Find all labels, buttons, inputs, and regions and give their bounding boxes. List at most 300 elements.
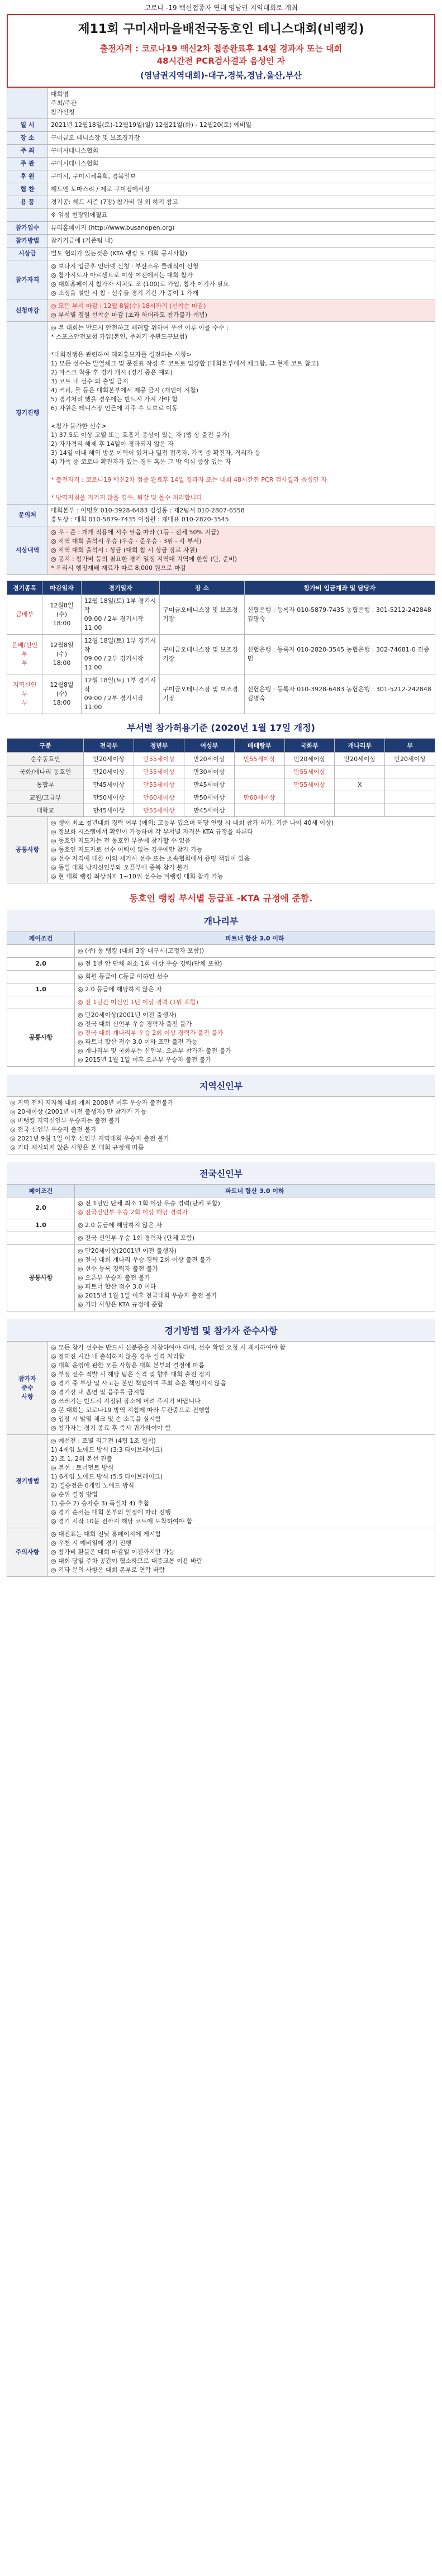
- application-row: [7, 300, 435, 322]
- grade-content: [75, 1232, 435, 1245]
- region-line: ◎ 지역 전체 지자체 대회 개최 2008년 이후 우승자 출전불가: [10, 1099, 174, 1106]
- cell-line: ◎ 2.0 등급에 해당하지 않은 자: [78, 986, 162, 993]
- common-line: ◎ 동호인 지도자로 선수 이력이 없는 경우에만 참가 가능: [51, 846, 203, 853]
- text-line: [51, 484, 432, 493]
- grade-content: [75, 983, 435, 996]
- text-line: ◎ 본 대회는 반드시 안전하고 배려할 위하여 우선 이루 이를 수수 :: [51, 324, 229, 331]
- table-row: [7, 635, 435, 674]
- info-row: [7, 248, 435, 260]
- text-line: 4) 가족 중 코로나 확진자가 있는 경우 혹은 그 밖 의심 증상 있는 자: [51, 458, 231, 465]
- grade-content: [75, 1197, 435, 1219]
- rule-content: [48, 1528, 435, 1577]
- cell-line: 12월 18일(토) 1부 경기시작: [84, 677, 156, 693]
- table-cell: [160, 674, 244, 714]
- table-row: [7, 778, 435, 791]
- text-line: 4) 커피, 물 등은 대회본부에서 제공 금지 (개인이 지참): [51, 387, 198, 394]
- text-line: 별도 협의가 있는것은 (KTA 랭킹 도 대회 공시사함): [51, 250, 188, 257]
- cell-line: ◎ 전국 대회 개나리 우승 경력 2회 이상 출전 불가: [78, 1256, 212, 1263]
- table-row: [7, 595, 435, 635]
- rule-line: ◎ 참가비 환불은 대회 마감일 이전까지만 가능: [51, 1548, 175, 1556]
- region-line: ◎ 전국 신인부 우승자 출전 불가: [10, 1126, 97, 1133]
- region-table: [7, 1096, 435, 1154]
- rules-title: 경기방법 및 참가자 준수사항: [7, 1319, 435, 1341]
- row-content: [48, 260, 435, 300]
- grade-cell: [7, 996, 75, 1009]
- column-header: 파트너 합산 3.0 이하: [75, 1185, 435, 1197]
- table-row: [7, 1197, 435, 1219]
- cell-line: ◎ 전국 대회 개나리부 우승 2회 이상 경력자 출전 불가: [78, 1029, 224, 1037]
- table-cell: [244, 635, 435, 674]
- row-label: 시상금: [7, 248, 48, 260]
- department-table: [7, 738, 435, 817]
- table-cell: 국화/개나리 동호인: [7, 766, 84, 778]
- text-line: 경기공: 헤드 시즌 (7장) 참가비 원 외 하기 참고: [51, 198, 178, 206]
- text-line: 참가기금에 (기존팀 내): [51, 237, 113, 244]
- row-label: 주 관: [7, 158, 48, 170]
- table-cell: 만20세이상: [84, 753, 134, 766]
- table-cell: [42, 674, 81, 714]
- text-line: 참가신청: [51, 108, 75, 116]
- table-cell: [284, 791, 335, 804]
- info-row: [7, 119, 435, 132]
- table-cell: X: [335, 778, 385, 791]
- cell-line: ◎ 전국 신인부 우승 1회 경력자 (단체 포함): [78, 1234, 195, 1242]
- text-line: 주최/주관: [51, 99, 77, 107]
- text-line: [51, 341, 432, 350]
- grade-content: [75, 958, 435, 971]
- table-cell: [42, 635, 81, 674]
- rules-table: [7, 1341, 435, 1577]
- table-cell: 대학교: [7, 804, 84, 817]
- common-line: ◎ 생애 최초 청년대회 경력 여부 (예외: 고등부 있으며 해당 연령 시 대회 참가 허가, 기준 나이 40세 이상): [51, 819, 334, 826]
- cell-line: ◎ 전 1년간 미신인 1년 이상 경력 (1위 포함): [78, 999, 198, 1006]
- row-content: [48, 88, 435, 119]
- common-line: ◎ 정보화 시스템에서 확인이 가능하며 각 부서별 자격은 KTA 규정을 따른다: [51, 828, 253, 835]
- grade-cell: 2.0: [7, 958, 75, 971]
- table-cell: 교원/고급부: [7, 791, 84, 804]
- cell-line: 금배부: [16, 611, 34, 618]
- text-line: ◎ 모든 부서 마감 : 12월 8일(수) 18시까지 (선착순 마감): [51, 302, 206, 310]
- table-row: [7, 1009, 435, 1067]
- row-content: [48, 222, 435, 235]
- column-header: 구분: [7, 739, 84, 753]
- cell-line: ◎ 전국 대회 신인부 우승 경력자 출전 불가: [78, 1020, 192, 1028]
- table-row: [7, 1245, 435, 1311]
- row-label: 협 찬: [7, 183, 48, 196]
- row-label: 용 품: [7, 196, 48, 209]
- text-line: ◎ 보다지 입금후 인터넷 신청 · 부산소유 클래식이 신청: [51, 263, 199, 270]
- table-row: [7, 945, 435, 958]
- row-content: [48, 209, 435, 222]
- column-header: 부: [385, 739, 435, 753]
- table-cell: 만55세이상: [284, 778, 335, 791]
- text-line: 구미시, 구미시체육회, 경북일보: [51, 173, 136, 180]
- row-content: [48, 196, 435, 209]
- text-line: <참가 불가한 선수>: [51, 422, 107, 430]
- table-cell: 만20세이상: [184, 753, 234, 766]
- rule-line: 1) 승수 2) 승자승 3) 득실차 4) 추첨: [51, 1500, 149, 1507]
- row-label: [7, 88, 48, 119]
- table-cell: 만55세이상: [234, 753, 284, 766]
- rule-section: [7, 1342, 435, 1435]
- grade-cell: 1.0: [7, 1219, 75, 1232]
- schedule-table: [7, 581, 435, 714]
- table-cell: 만60세이상: [134, 791, 184, 804]
- grade-cell: 1.0: [7, 983, 75, 996]
- rule-content: [48, 1435, 435, 1528]
- table-row: [7, 674, 435, 714]
- rule-line: ◎ 경기장 내 흡연 및 음주를 금지함: [51, 1389, 145, 1396]
- title-box: [7, 14, 435, 88]
- table-cell: 만45세이상: [84, 804, 134, 817]
- table-cell: [335, 804, 385, 817]
- cell-line: 18:00: [53, 699, 71, 706]
- row-content: [48, 119, 435, 132]
- label-line: 경기방법: [15, 1477, 40, 1485]
- column-header: 베테랑부: [234, 739, 284, 753]
- label-line: 사항: [21, 1393, 34, 1400]
- text-line: 3) 14일 이내 해외 방문 이력이 있거나 밀접 접촉자, 가족 중 확진자, 격리자 등: [51, 449, 261, 457]
- cell-line: 09:00 / 2부 경기시작 11:00: [84, 615, 144, 631]
- cell-line: ◎ 만20세이상(2001년 이전 출생자): [78, 1011, 177, 1019]
- row-content: [48, 170, 435, 183]
- row-content: [48, 145, 435, 158]
- eligibility-line-2: 48시간전 PCR검사결과 음성인 자: [156, 56, 286, 66]
- column-header: 장 소: [160, 581, 244, 595]
- cell-line: ◎ 기타 사항은 KTA 규정에 준함: [78, 1301, 164, 1308]
- row-content: [48, 300, 435, 322]
- cell-line: ◎ 2.0 등급에 해당하지 않은 자: [78, 1222, 162, 1229]
- row-label: 신청마감: [7, 300, 48, 322]
- cell-line: ◎ 전국신인부 우승 2회 이상 해당 경력자: [78, 1209, 188, 1216]
- cell-line: ◎ 오픈부 우승자 출전 불가: [78, 1274, 150, 1281]
- cell-line: ◎ 개나리부 및 국화부는 신인부, 오픈부 참가자 출전 불가: [78, 1047, 231, 1054]
- gaenari-title: 개나리부: [7, 910, 435, 931]
- cell-line: ◎ 파트너 합산 점수 3.0 이하: [78, 1283, 156, 1290]
- column-header: 개나리부: [335, 739, 385, 753]
- rule-label: [7, 1342, 48, 1435]
- table-cell: [7, 674, 42, 714]
- row-content: [48, 526, 435, 575]
- row-content: [48, 322, 435, 505]
- national-table: [7, 1184, 435, 1311]
- grade-content: [75, 971, 435, 983]
- cell-line: ◎ 파트너 합산 점수 3.0 이하 조만 출전 가능: [78, 1038, 198, 1045]
- label-line: 준수: [21, 1384, 34, 1391]
- cell-line: 09:00 / 2부 경기시작 11:00: [84, 655, 144, 671]
- text-line: * 출전자격 : 코로나19 백신2차 접종 완료후 14일 경과자 또는 대회 48시간전 PCR 검사결과 음성인 자: [51, 476, 327, 483]
- text-line: ◎ 지역 대회 출석시 우승 (우승 · 준우승 · 3위 - 각 부서): [51, 538, 202, 545]
- info-row: [7, 145, 435, 158]
- info-table: [7, 88, 435, 575]
- row-label: 참가자격: [7, 260, 48, 300]
- table-cell: [7, 595, 42, 635]
- table-cell: [42, 595, 81, 635]
- common-line: ◎ 동호인 지도자는 전 동호인 부문에 참가할 수 없음: [51, 837, 191, 844]
- table-row: [7, 983, 435, 996]
- cell-line: ◎ 회원 등급이 C등급 이하인 선수: [78, 973, 169, 980]
- row-content: [48, 235, 435, 248]
- cell-line: 부: [21, 699, 28, 706]
- table-cell: 만45세이상: [184, 778, 234, 791]
- rule-line: ◎ 참가자는 경기 종료 후 즉시 귀가하여야 함: [51, 1424, 171, 1432]
- info-row: [7, 209, 435, 222]
- text-line: 3) 코트 내 선수 외 출입 금지: [51, 378, 129, 385]
- column-header: 국화부: [284, 739, 335, 753]
- info-row: [7, 158, 435, 170]
- rule-content: [48, 1342, 435, 1435]
- row-label: 참가입수: [7, 222, 48, 235]
- rule-section: [7, 1528, 435, 1577]
- text-line: 뷰티홈페이지 (http://www.busanopen.org): [51, 224, 175, 231]
- table-cell: [81, 635, 160, 674]
- table-cell: [81, 674, 160, 714]
- text-line: 1) 37.5도 이상 고열 또는 호흡기 증상이 있는 자 (앱 상 출전 불가): [51, 431, 230, 439]
- eligibility-line-1: 출전자격 : 코로나19 백신2차 접종완료후 14일 경과자 또는 대회: [99, 44, 343, 54]
- text-line: 대회명: [51, 91, 69, 98]
- cell-line: ◎ 전 1년 안 단체 최소 1회 이상 우승 경력(단체 포함): [78, 960, 222, 967]
- column-header: 전국부: [84, 739, 134, 753]
- rule-line: ◎ 쓰레기는 반드시 지정된 장소에 버려 주시기 바랍니다: [51, 1398, 201, 1405]
- table-row: [7, 971, 435, 983]
- table-row: [7, 996, 435, 1009]
- column-header: 여성부: [184, 739, 234, 753]
- info-row: [7, 88, 435, 119]
- rule-line: ◎ 순위 결정 방법: [51, 1491, 98, 1498]
- cell-line: ◎ 만20세이상(2001년 이전 출생자): [78, 1247, 177, 1254]
- rule-line: ◎ 경기 순서는 대회 본부의 일정에 따라 진행: [51, 1509, 171, 1516]
- table-row: [7, 804, 435, 817]
- text-line: 1) 모든 선수는 발열체크 및 문진표 작성 후 코트로 입장합 (대회본부에서 체크함, 그 현재 코트 참고): [51, 360, 319, 367]
- table-row: [7, 766, 435, 778]
- common-line: ◎ 현 대회 랭킹 최상위자 1~10위 선수는 비랭킹 대회 참가 가능: [51, 873, 224, 880]
- text-line: ◎ 참가지도자 아르센트로 이상 여전에서는 대회 참가: [51, 272, 193, 279]
- text-line: 2) 자가격리 해제 후 14일이 경과되지 않은 자: [51, 440, 174, 448]
- region-line: (영남권지역대회)-대구,경북,경남,울산,부산: [140, 70, 302, 80]
- text-line: 2) 마스크 착용 후 경기 개시 (경기 중은 예외): [51, 369, 173, 376]
- grade-content: [75, 1219, 435, 1232]
- table-cell: [244, 674, 435, 714]
- row-content: [48, 248, 435, 260]
- text-line: [51, 413, 432, 422]
- rule-line: ◎ 입장 시 발열 체크 및 손 소독을 실시함: [51, 1415, 161, 1423]
- cell-line: ◎ 선수 등록 경력자 출전 불가: [78, 1265, 158, 1272]
- text-line: * 우리시 행정재배 재료가 따로 8,000 원으로 마감: [51, 564, 187, 572]
- column-header: 페이조건: [7, 932, 75, 945]
- row-label: 문의처: [7, 505, 48, 526]
- table-cell: [335, 791, 385, 804]
- label-line: 주의사항: [15, 1548, 40, 1556]
- text-line: ※ 엄청 현장입에필요: [51, 211, 108, 218]
- row-label: 주 최: [7, 145, 48, 158]
- text-line: 5) 경기처리 했을 경우에는 반드시 가져 가야 함: [51, 396, 178, 403]
- grade-cell: 2.0: [7, 1197, 75, 1219]
- common-line: ◎ 선수 자격에 대한 이의 제기시 선수 또는 소속협회에서 증명 책임이 있음: [51, 855, 250, 862]
- common-label: 공통사항: [7, 817, 48, 883]
- row-content: [48, 505, 435, 526]
- table-cell: [234, 778, 284, 791]
- cell-line: ◎ 2015년 1월 1일 이후 오픈부 우승자 출전 불가: [78, 1056, 211, 1063]
- row-label: 참가방법: [7, 235, 48, 248]
- gaenari-table: [7, 931, 435, 1067]
- table-cell: 순수동호인: [7, 753, 84, 766]
- text-line: * 스포츠안전보험 가입(본인, 주최기 주관도구보험): [51, 333, 188, 340]
- rule-line: 1) 4게임 노애드 방식 (3:3 타이브레이크): [51, 1446, 163, 1453]
- cell-line: 18:00: [53, 659, 71, 667]
- common-table: [7, 816, 435, 883]
- table-cell: 만55세이상: [134, 804, 184, 817]
- grade-content: [75, 945, 435, 958]
- grade-content: [75, 1245, 435, 1311]
- info-row: [7, 183, 435, 196]
- rule-line: ◎ 본선 : 토너먼트 방식: [51, 1464, 114, 1471]
- kta-rule: 동호인 랭킹 부서별 등급표 -KTA 규정에 준함.: [129, 893, 313, 904]
- rule-line: ◎ 경기 시작 10분 전까지 해당 코트에 도착하여야 함: [51, 1518, 193, 1525]
- info-row: [7, 196, 435, 209]
- text-line: 헤드앤 토마스리 / 제로 구미점에서장: [51, 186, 150, 193]
- text-line: ◎ 대회홈페이지 참가자 시치도 조 (100)로 가입, 참가 이기가 필요: [51, 281, 229, 288]
- row-label: 장 소: [7, 132, 48, 145]
- table-cell: 만20세이상: [385, 753, 435, 766]
- cell-line: 12월8일(수): [50, 681, 74, 697]
- row-content: [48, 158, 435, 170]
- rule-line: ◎ 대회 운영에 관한 모든 사항은 대회 본부의 결정에 따름: [51, 1362, 205, 1369]
- rule-line: ◎ 기타 문의 사항은 대회 본부로 연락 바람: [51, 1566, 165, 1574]
- text-line: [51, 467, 432, 476]
- cell-line: 구미금오테니스장 및 보조경기장: [163, 646, 238, 662]
- column-header: 파트너 합산 3.0 이하: [75, 932, 435, 945]
- department-title: 부서별 참가허용기준 (2020년 1월 17일 개정): [127, 723, 315, 733]
- column-header: 경기종목: [7, 581, 42, 595]
- rule-line: ◎ 부정 선수 적발 시 해당 팀은 실격 및 향후 대회 출전 정지: [51, 1371, 211, 1378]
- row-content: [48, 132, 435, 145]
- table-cell: [335, 766, 385, 778]
- text-line: 구미시테니스협회: [51, 147, 99, 154]
- cell-line: 12월8일(수): [50, 641, 74, 658]
- rule-line: ◎ 정해진 시간 내 출석하지 않을 경우 실격 처리함: [51, 1353, 185, 1360]
- table-row: [7, 1219, 435, 1232]
- table-cell: [160, 635, 244, 674]
- table-row: [7, 1232, 435, 1245]
- text-line: ◎ 지역 대회 출석시 : 상금 (대회 참 시 상금 장르 자원): [51, 546, 198, 554]
- text-line: 구미금오 테니스장 및 보조경기장: [51, 134, 140, 141]
- rule-line: ◎ 경기 중 부상 및 사고는 본인 책임이며 주최 측은 책임지지 않음: [51, 1380, 226, 1387]
- cell-line: 신협은행 : 등록자 010-5879-7435 농협은행 : 301-5212-242848 김명숙: [247, 606, 431, 622]
- row-label: 시상내역: [7, 526, 48, 575]
- table-cell: 만45세이상: [184, 804, 234, 817]
- table-cell: [81, 595, 160, 635]
- cell-line: ◎ 전 1년안 단체 최소 1회 이상 우승 경력(단체 포함): [78, 1200, 220, 1207]
- table-cell: 만20세이상: [284, 753, 335, 766]
- row-label: 일 시: [7, 119, 48, 132]
- column-header: 경기일자: [81, 581, 160, 595]
- region-line: ◎ 2021년 9월 1일 이후 신인부 지역대회 우승자 출전 불가: [10, 1135, 169, 1142]
- rule-line: ◎ 본 대회는 코로나19 방역 지침에 따라 무관중으로 진행함: [51, 1406, 211, 1414]
- row-label: 후 원: [7, 170, 48, 183]
- row-label: [7, 209, 48, 222]
- text-line: ◎ 부서별 정원 선착순 마감 (초과 하더라도 참가불가 개념): [51, 311, 207, 319]
- cell-line: ◎ (주) 동 랭킹 (대회 3장 대구시(고정자 포함)): [78, 947, 205, 954]
- cell-line: 지역신인부: [12, 681, 37, 697]
- info-row: [7, 170, 435, 183]
- text-line: ◎ 우 · 준 : 개개 적용에 시수 달음 따라 (1등 - 전체 50% 지급): [51, 529, 220, 536]
- rule-line: ◎ 대회 당일 주차 공간이 협소하므로 대중교통 이용 바람: [51, 1557, 203, 1565]
- text-line: 6) 자원은 테니스장 인근에 각주 수 도보로 이동: [51, 405, 178, 412]
- table-cell: 만50세이상: [184, 791, 234, 804]
- rules-row: [7, 322, 435, 505]
- rule-line: ◎ 우천 시 예비일에 경기 진행: [51, 1539, 131, 1547]
- table-row: [7, 791, 435, 804]
- rule-line: ◎ 모든 참가 선수는 반드시 신분증을 지참하여야 하며, 선수 확인 요청 시 제시하여야 함: [51, 1344, 286, 1351]
- page: [7, 0, 435, 1577]
- contact-row: [7, 505, 435, 526]
- awards-row: [7, 526, 435, 575]
- rule-line: 2) 결승전은 6게임 노애드 방식: [51, 1482, 135, 1489]
- table-cell: 만20세이상: [335, 753, 385, 766]
- common-line: ◎ 동일 대회 남자신인부와 오픈부에 중복 참가 불가: [51, 864, 189, 871]
- contact-line: 대회본부 : 이명호 010-3928-6483 김성동 : 제2팀서 010-2807-6558: [51, 507, 245, 514]
- rule-line: ◎ 대진표는 대회 전날 홈페이지에 게시함: [51, 1531, 161, 1538]
- table-cell: [284, 804, 335, 817]
- region-line: ◎ 20세이상 (2001년 이전 출생자) 만 참가가 가능: [10, 1108, 147, 1115]
- cell-line: 18:00: [53, 620, 71, 627]
- table-cell: 만60세이상: [234, 791, 284, 804]
- top-note: 코로나 -19 백신접종자 연대 영남권 지역대회로 개최: [144, 4, 298, 12]
- text-line: * 방역지침을 지키지 않을 경우, 퇴장 및 몰수 처리합니다.: [51, 494, 205, 501]
- table-cell: [244, 595, 435, 635]
- region-line: ◎ 기타 제시되지 않은 사항은 본 대회 규정에 따름: [10, 1144, 144, 1151]
- table-cell: [385, 804, 435, 817]
- table-cell: [7, 635, 42, 674]
- table-cell: 만45세이상: [84, 778, 134, 791]
- text-line: 구미시테니스협회: [51, 160, 99, 167]
- region-line: ◎ 비랭킹 지역신인부 우승자는 출전 불가: [10, 1117, 121, 1124]
- table-cell: 만30세이상: [184, 766, 234, 778]
- table-cell: [385, 766, 435, 778]
- cell-line: 은배/신인부: [12, 641, 38, 658]
- rule-label: [7, 1528, 48, 1577]
- table-cell: [234, 804, 284, 817]
- text-line: 2021년 12월18일(토)-12월19일(일) 12월21일(화) - 12월20(토) 예비일: [51, 121, 252, 129]
- table-cell: 만20세이상: [84, 766, 134, 778]
- table-row: [7, 753, 435, 766]
- region-lines: [7, 1097, 435, 1154]
- table-cell: [385, 791, 435, 804]
- rule-section: [7, 1435, 435, 1528]
- cell-line: 신협은행 : 등록자 010-2820-3545 농협은행 : 302-74681-0 진종민: [247, 646, 430, 662]
- column-header: 페이조건: [7, 1185, 75, 1197]
- rule-label: [7, 1435, 48, 1528]
- column-header: 마감일자: [42, 581, 81, 595]
- table-cell: 만55세이상: [134, 766, 184, 778]
- row-label: 경기진행: [7, 322, 48, 505]
- table-cell: [234, 766, 284, 778]
- text-line: ◎ 공지 : 참가비 등의 필요한 경기 일정 지역대 지역에 한함 (단, 준비): [51, 555, 237, 563]
- table-cell: 통합부: [7, 778, 84, 791]
- text-line: ◎ 소정을 설반 시 참 · 선수들 경기 기간 가 증이 1 가개: [51, 289, 198, 297]
- info-row: [7, 222, 435, 235]
- grade-content: [75, 1009, 435, 1067]
- info-row: [7, 235, 435, 248]
- table-row: [7, 958, 435, 971]
- cell-line: 12월 18일(토) 1부 경기시작: [84, 637, 156, 653]
- cell-line: ◎ 2015년 1월 1일 이후 전국대회 우승자 출전 불가: [78, 1292, 217, 1299]
- cell-line: 12월8일(수): [50, 602, 74, 618]
- grade-cell: [7, 971, 75, 983]
- table-cell: 만55세이상: [134, 778, 184, 791]
- label-line: 참가자: [18, 1375, 36, 1382]
- cell-line: 09:00 / 2부 경기시작 11:00: [84, 695, 144, 711]
